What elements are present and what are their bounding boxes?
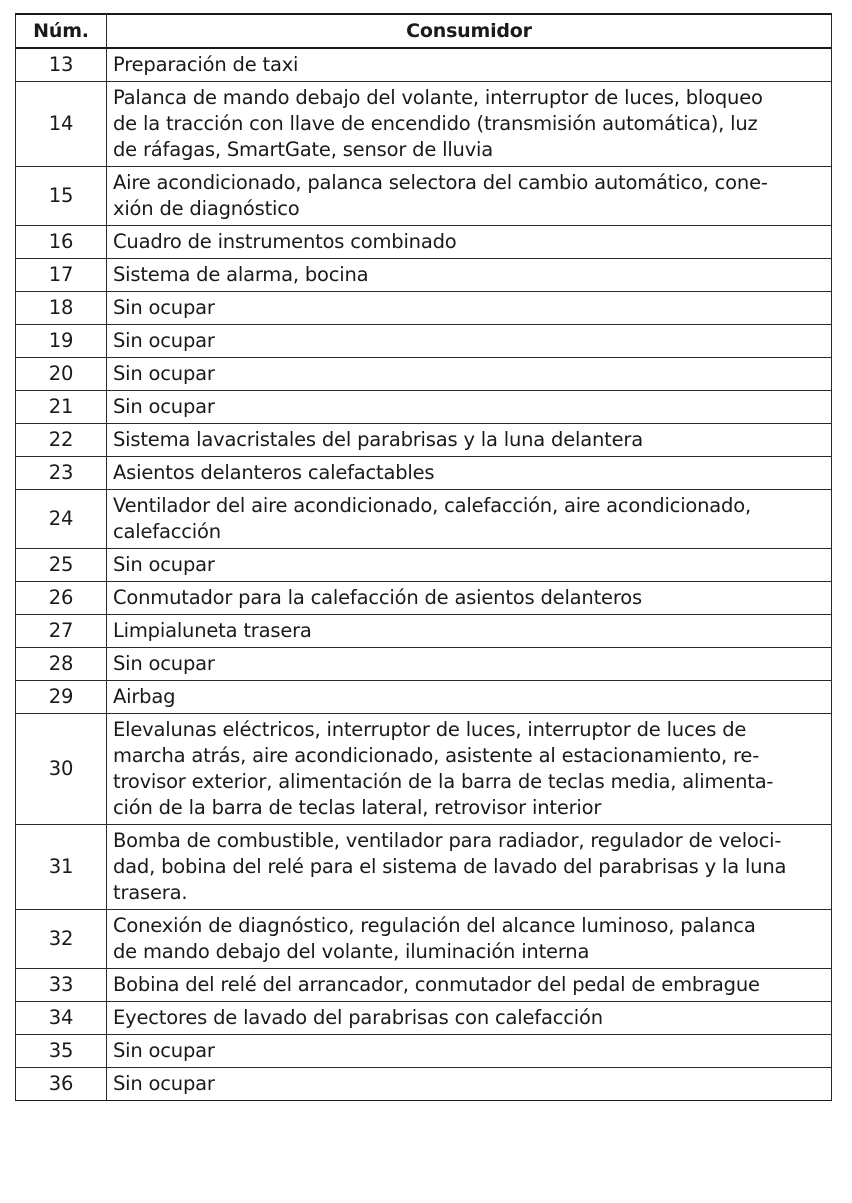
fuse-number-cell: 24 (16, 490, 107, 549)
consumer-text-line: trovisor exterior, alimentación de la barra de teclas media, alimenta- (113, 770, 774, 793)
table-row (16, 910, 832, 969)
consumer-text-line: Palanca de mando debajo del volante, interruptor de luces, bloqueo (113, 86, 763, 109)
consumer-cell (107, 681, 832, 714)
fuse-number-cell: 31 (16, 825, 107, 910)
fuse-number-cell: 33 (16, 969, 107, 1002)
consumer-cell (107, 226, 832, 259)
fuse-number-cell: 26 (16, 582, 107, 615)
consumer-cell (107, 648, 832, 681)
table-row (16, 582, 832, 615)
table-row (16, 358, 832, 391)
table-row (16, 48, 832, 82)
table-row (16, 226, 832, 259)
consumer-text-line: Sin ocupar (113, 553, 215, 576)
consumer-cell (107, 424, 832, 457)
consumer-text-line: Sin ocupar (113, 329, 215, 352)
table-row (16, 1068, 832, 1101)
fuse-number-cell: 36 (16, 1068, 107, 1101)
consumer-text-line: Conmutador para la calefacción de asientos delanteros (113, 586, 642, 609)
consumer-text-line: de ráfagas, SmartGate, sensor de lluvia (113, 138, 494, 161)
table-header (16, 14, 832, 48)
consumer-cell (107, 1002, 832, 1035)
consumer-text-line: Bobina del relé del arrancador, conmutador del pedal de embrague (113, 973, 760, 996)
consumer-cell (107, 969, 832, 1002)
consumer-text-line: Sistema lavacristales del parabrisas y la luna delantera (113, 428, 643, 451)
table-row (16, 1035, 832, 1068)
table-row (16, 424, 832, 457)
consumer-cell (107, 714, 832, 825)
table-body (16, 48, 832, 1101)
consumer-text-line: Eyectores de lavado del parabrisas con calefacción (113, 1006, 603, 1029)
consumer-text-line: Sin ocupar (113, 1039, 215, 1062)
column-header-num: Núm. (16, 14, 107, 48)
consumer-cell (107, 167, 832, 226)
fuse-number-cell: 14 (16, 82, 107, 167)
consumer-cell (107, 615, 832, 648)
consumer-text-line: Asientos delanteros calefactables (113, 461, 435, 484)
consumer-text-line: Sin ocupar (113, 362, 215, 385)
consumer-cell (107, 82, 832, 167)
table-row (16, 490, 832, 549)
fuse-number-cell: 17 (16, 259, 107, 292)
consumer-text-line: trasera. (113, 881, 188, 904)
consumer-text-line: de mando debajo del volante, iluminación interna (113, 940, 590, 963)
consumer-cell (107, 582, 832, 615)
consumer-cell (107, 910, 832, 969)
table-row (16, 167, 832, 226)
consumer-text-line: xión de diagnóstico (113, 197, 300, 220)
fuse-number-cell: 29 (16, 681, 107, 714)
consumer-cell (107, 549, 832, 582)
table-row (16, 681, 832, 714)
table-row (16, 82, 832, 167)
table-row (16, 457, 832, 490)
consumer-text-line: Sin ocupar (113, 395, 215, 418)
consumer-cell (107, 358, 832, 391)
table-row (16, 549, 832, 582)
consumer-text-line: Sistema de alarma, bocina (113, 263, 369, 286)
header-row (16, 14, 832, 48)
consumer-text-line: Cuadro de instrumentos combinado (113, 230, 457, 253)
fuse-number-cell: 25 (16, 549, 107, 582)
consumer-cell (107, 1068, 832, 1101)
fuse-number-cell: 18 (16, 292, 107, 325)
table-row (16, 1002, 832, 1035)
fuse-number-cell: 32 (16, 910, 107, 969)
fuse-table (15, 13, 832, 1101)
fuse-number-cell: 16 (16, 226, 107, 259)
consumer-text-line: Ventilador del aire acondicionado, calefacción, aire acondicionado, (113, 494, 751, 517)
fuse-number-cell: 20 (16, 358, 107, 391)
fuse-number-cell: 13 (16, 48, 107, 82)
consumer-text-line: Sin ocupar (113, 1072, 215, 1095)
fuse-number-cell: 27 (16, 615, 107, 648)
consumer-text-line: de la tracción con llave de encendido (transmisión automática), luz (113, 112, 758, 135)
table-row (16, 825, 832, 910)
consumer-text-line: ción de la barra de teclas lateral, retrovisor interior (113, 796, 602, 819)
consumer-cell (107, 457, 832, 490)
consumer-cell (107, 1035, 832, 1068)
table-row (16, 325, 832, 358)
fuse-number-cell: 30 (16, 714, 107, 825)
fuse-number-cell: 22 (16, 424, 107, 457)
fuse-number-cell: 35 (16, 1035, 107, 1068)
consumer-text-line: Bomba de combustible, ventilador para radiador, regulador de veloci- (113, 829, 782, 852)
consumer-text-line: Aire acondicionado, palanca selectora del cambio automático, cone- (113, 171, 768, 194)
consumer-text-line: Limpialuneta trasera (113, 619, 312, 642)
fuse-number-cell: 28 (16, 648, 107, 681)
consumer-cell (107, 490, 832, 549)
consumer-text-line: Airbag (113, 685, 176, 708)
table-row (16, 259, 832, 292)
consumer-cell (107, 825, 832, 910)
consumer-cell (107, 259, 832, 292)
table-row (16, 391, 832, 424)
consumer-text-line: Conexión de diagnóstico, regulación del alcance luminoso, palanca (113, 914, 756, 937)
consumer-text-line: Elevalunas eléctricos, interruptor de luces, interruptor de luces de (113, 718, 747, 741)
table-row (16, 648, 832, 681)
consumer-cell (107, 391, 832, 424)
fuse-number-cell: 34 (16, 1002, 107, 1035)
consumer-cell (107, 48, 832, 82)
fuse-number-cell: 21 (16, 391, 107, 424)
consumer-text-line: calefacción (113, 520, 221, 543)
table-row (16, 292, 832, 325)
consumer-text-line: dad, bobina del relé para el sistema de lavado del parabrisas y la luna (113, 855, 787, 878)
column-header-consumer: Consumidor (107, 14, 832, 48)
consumer-text-line: Sin ocupar (113, 652, 215, 675)
fuse-number-cell: 15 (16, 167, 107, 226)
consumer-cell (107, 292, 832, 325)
table-row (16, 969, 832, 1002)
consumer-text-line: marcha atrás, aire acondicionado, asistente al estacionamiento, re- (113, 744, 760, 767)
consumer-text-line: Preparación de taxi (113, 53, 299, 76)
table-row (16, 615, 832, 648)
consumer-cell (107, 325, 832, 358)
consumer-text-line: Sin ocupar (113, 296, 215, 319)
table-row (16, 714, 832, 825)
fuse-number-cell: 23 (16, 457, 107, 490)
fuse-number-cell: 19 (16, 325, 107, 358)
